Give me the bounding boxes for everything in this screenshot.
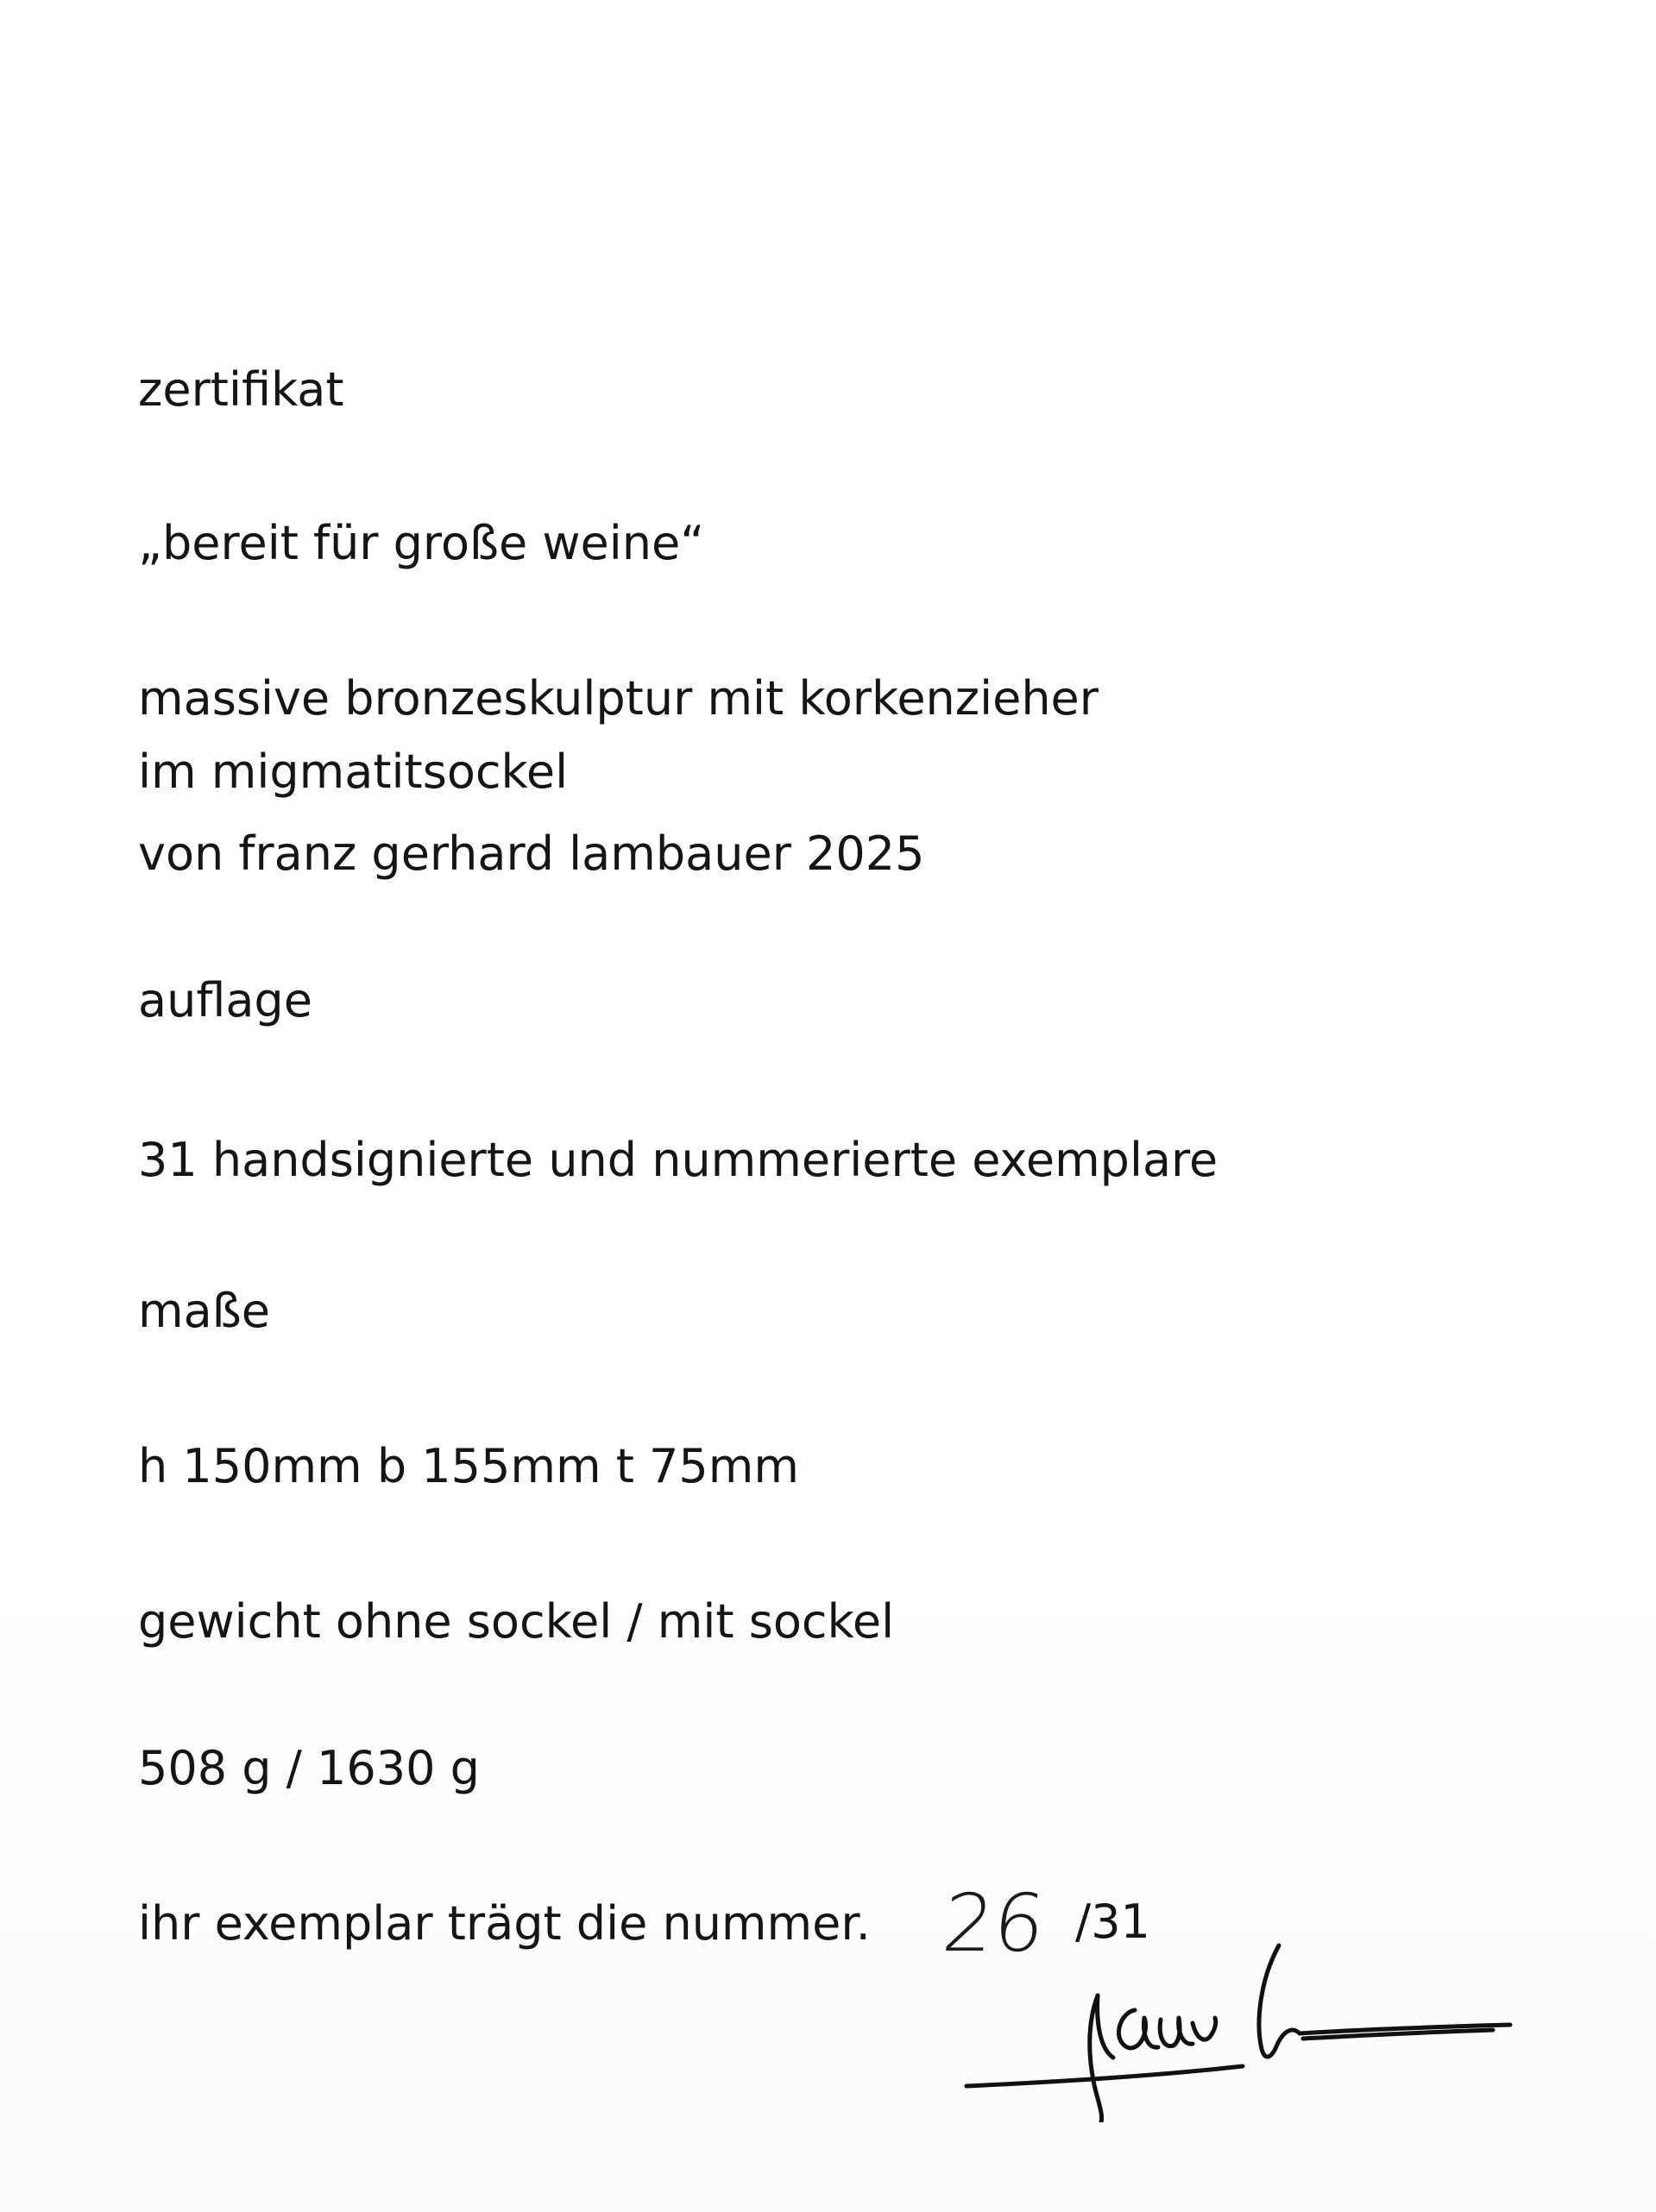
certificate-title: zertifikat <box>138 362 344 417</box>
description-line-2: im migmatitsockel <box>138 745 569 799</box>
description-line-3: von franz gerhard lambauer 2025 <box>138 826 925 881</box>
number-total: /31 <box>1075 1895 1150 1949</box>
handwritten-number: 26 <box>938 1877 1049 1970</box>
work-title: „bereit für große weine“ <box>138 516 705 570</box>
edition-value: 31 handsignierte und nummerierte exemplare <box>138 1133 1218 1187</box>
signature <box>958 1928 1519 2122</box>
edition-label: auflage <box>138 973 312 1027</box>
number-label: ihr exemplar trägt die nummer. <box>138 1896 871 1951</box>
description-line-1: massive bronzeskulptur mit korkenzieher <box>138 671 1099 726</box>
dimensions-label: maße <box>138 1284 270 1338</box>
weight-value: 508 g / 1630 g <box>138 1741 480 1795</box>
dimensions-value: h 150mm b 155mm t 75mm <box>138 1439 799 1493</box>
weight-label: gewicht ohne sockel / mit sockel <box>138 1594 895 1649</box>
